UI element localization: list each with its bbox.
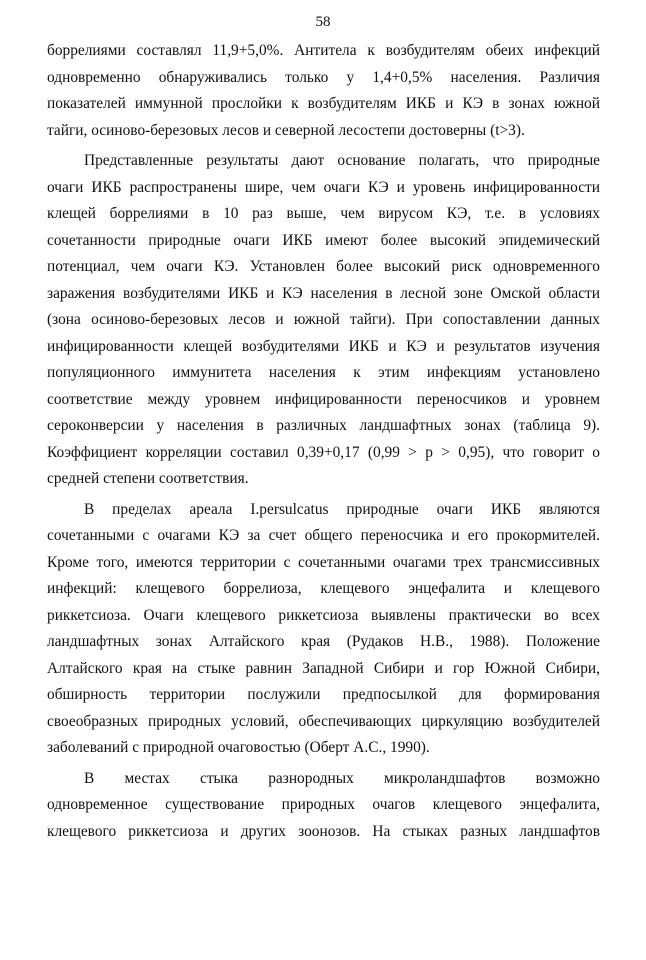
text-line: Кроме того, имеются территории с сочетанными очагами трех трансмиссивных <box>47 553 600 571</box>
text-line: потенциал, чем очаги КЭ. Установлен более высокий риск одновременного <box>47 258 600 275</box>
text-line: показателей иммунной прослойки к возбудителям ИКБ и КЭ в зонах южной <box>47 95 600 112</box>
text-line: сероконверсии у населения в различных ландшафтных зонах (таблица 9). <box>47 417 600 434</box>
text-line: инфекций: клещевого боррелиоза, клещевого энцефалита и клещевого <box>47 580 600 597</box>
text-line: своеобразных природных условий, обеспечивающих циркуляцию возбудителей <box>47 712 600 730</box>
text-line: средней степени соответствия. <box>47 470 249 487</box>
text-line: клещей боррелиями в 10 раз выше, чем вирусом КЭ, т.е. в условиях <box>47 205 600 222</box>
text-line: (зона осиново-березовых лесов и южной тайги). При сопоставлении данных <box>47 311 600 328</box>
text-line: сочетанности природные очаги ИКБ имеют более высокий эпидемический <box>47 231 600 249</box>
text-line: клещевого риккетсиоза и других зоонозов. На стыках разных ландшафтов <box>47 822 600 840</box>
text-line: очаги ИКБ распространены шире, чем очаги КЭ и уровень инфицированности <box>47 178 600 196</box>
text-line: ландшафтных зонах Алтайского края (Рудаков Н.В., 1988). Положение <box>47 633 600 650</box>
text-line: риккетсиоза. Очаги клещевого риккетсиоза выявлены практически во всех <box>47 606 600 624</box>
paragraph <box>47 38 600 144</box>
body-text <box>47 38 600 845</box>
text-line: заболеваний с природной очаговостью (Оберт А.С., 1990). <box>47 739 430 756</box>
text-line: В пределах ареала I.persulcatus природные очаги ИКБ являются <box>84 500 600 518</box>
text-line: Коэффициент корреляции составил 0,39+0,17 (0,99 > p > 0,95), что говорит о <box>47 443 600 461</box>
text-line: обширность территории послужили предпосылкой для формирования <box>47 686 600 703</box>
text-line: одновременное существование природных очагов клещевого энцефалита, <box>47 796 600 813</box>
paragraph <box>47 766 600 846</box>
text-line: боррелиями составлял 11,9+5,0%. Антитела к возбудителям обеих инфекций <box>47 42 600 59</box>
page-number: 58 <box>315 14 331 30</box>
text-line: Алтайского края на стыке равнин Западной Сибири и гор Южной Сибири, <box>47 659 600 677</box>
text-line: Представленные результаты дают основание полагать, что природные <box>84 152 600 169</box>
paragraph <box>47 497 600 762</box>
text-line: инфицированности клещей возбудителями ИКБ и КЭ и результатов изучения <box>47 337 600 355</box>
text-line: одновременно обнаруживались только у 1,4+0,5% населения. Различия <box>47 68 600 86</box>
text-line: соответствие между уровнем инфицированности переносчиков и уровнем <box>47 390 600 408</box>
paragraph <box>47 148 600 493</box>
text-line: популяционного иммунитета населения к этим инфекциям установлено <box>47 364 600 381</box>
text-line: тайги, осиново-березовых лесов и северной лесостепи достоверны (t>3). <box>47 121 525 139</box>
text-line: В местах стыка разнородных микроландшафтов возможно <box>84 769 600 787</box>
text-line: сочетанными с очагами КЭ за счет общего переносчика и его прокормителей. <box>47 527 600 544</box>
text-line: заражения возбудителями ИКБ и КЭ населения в лесной зоне Омской области <box>47 284 600 302</box>
